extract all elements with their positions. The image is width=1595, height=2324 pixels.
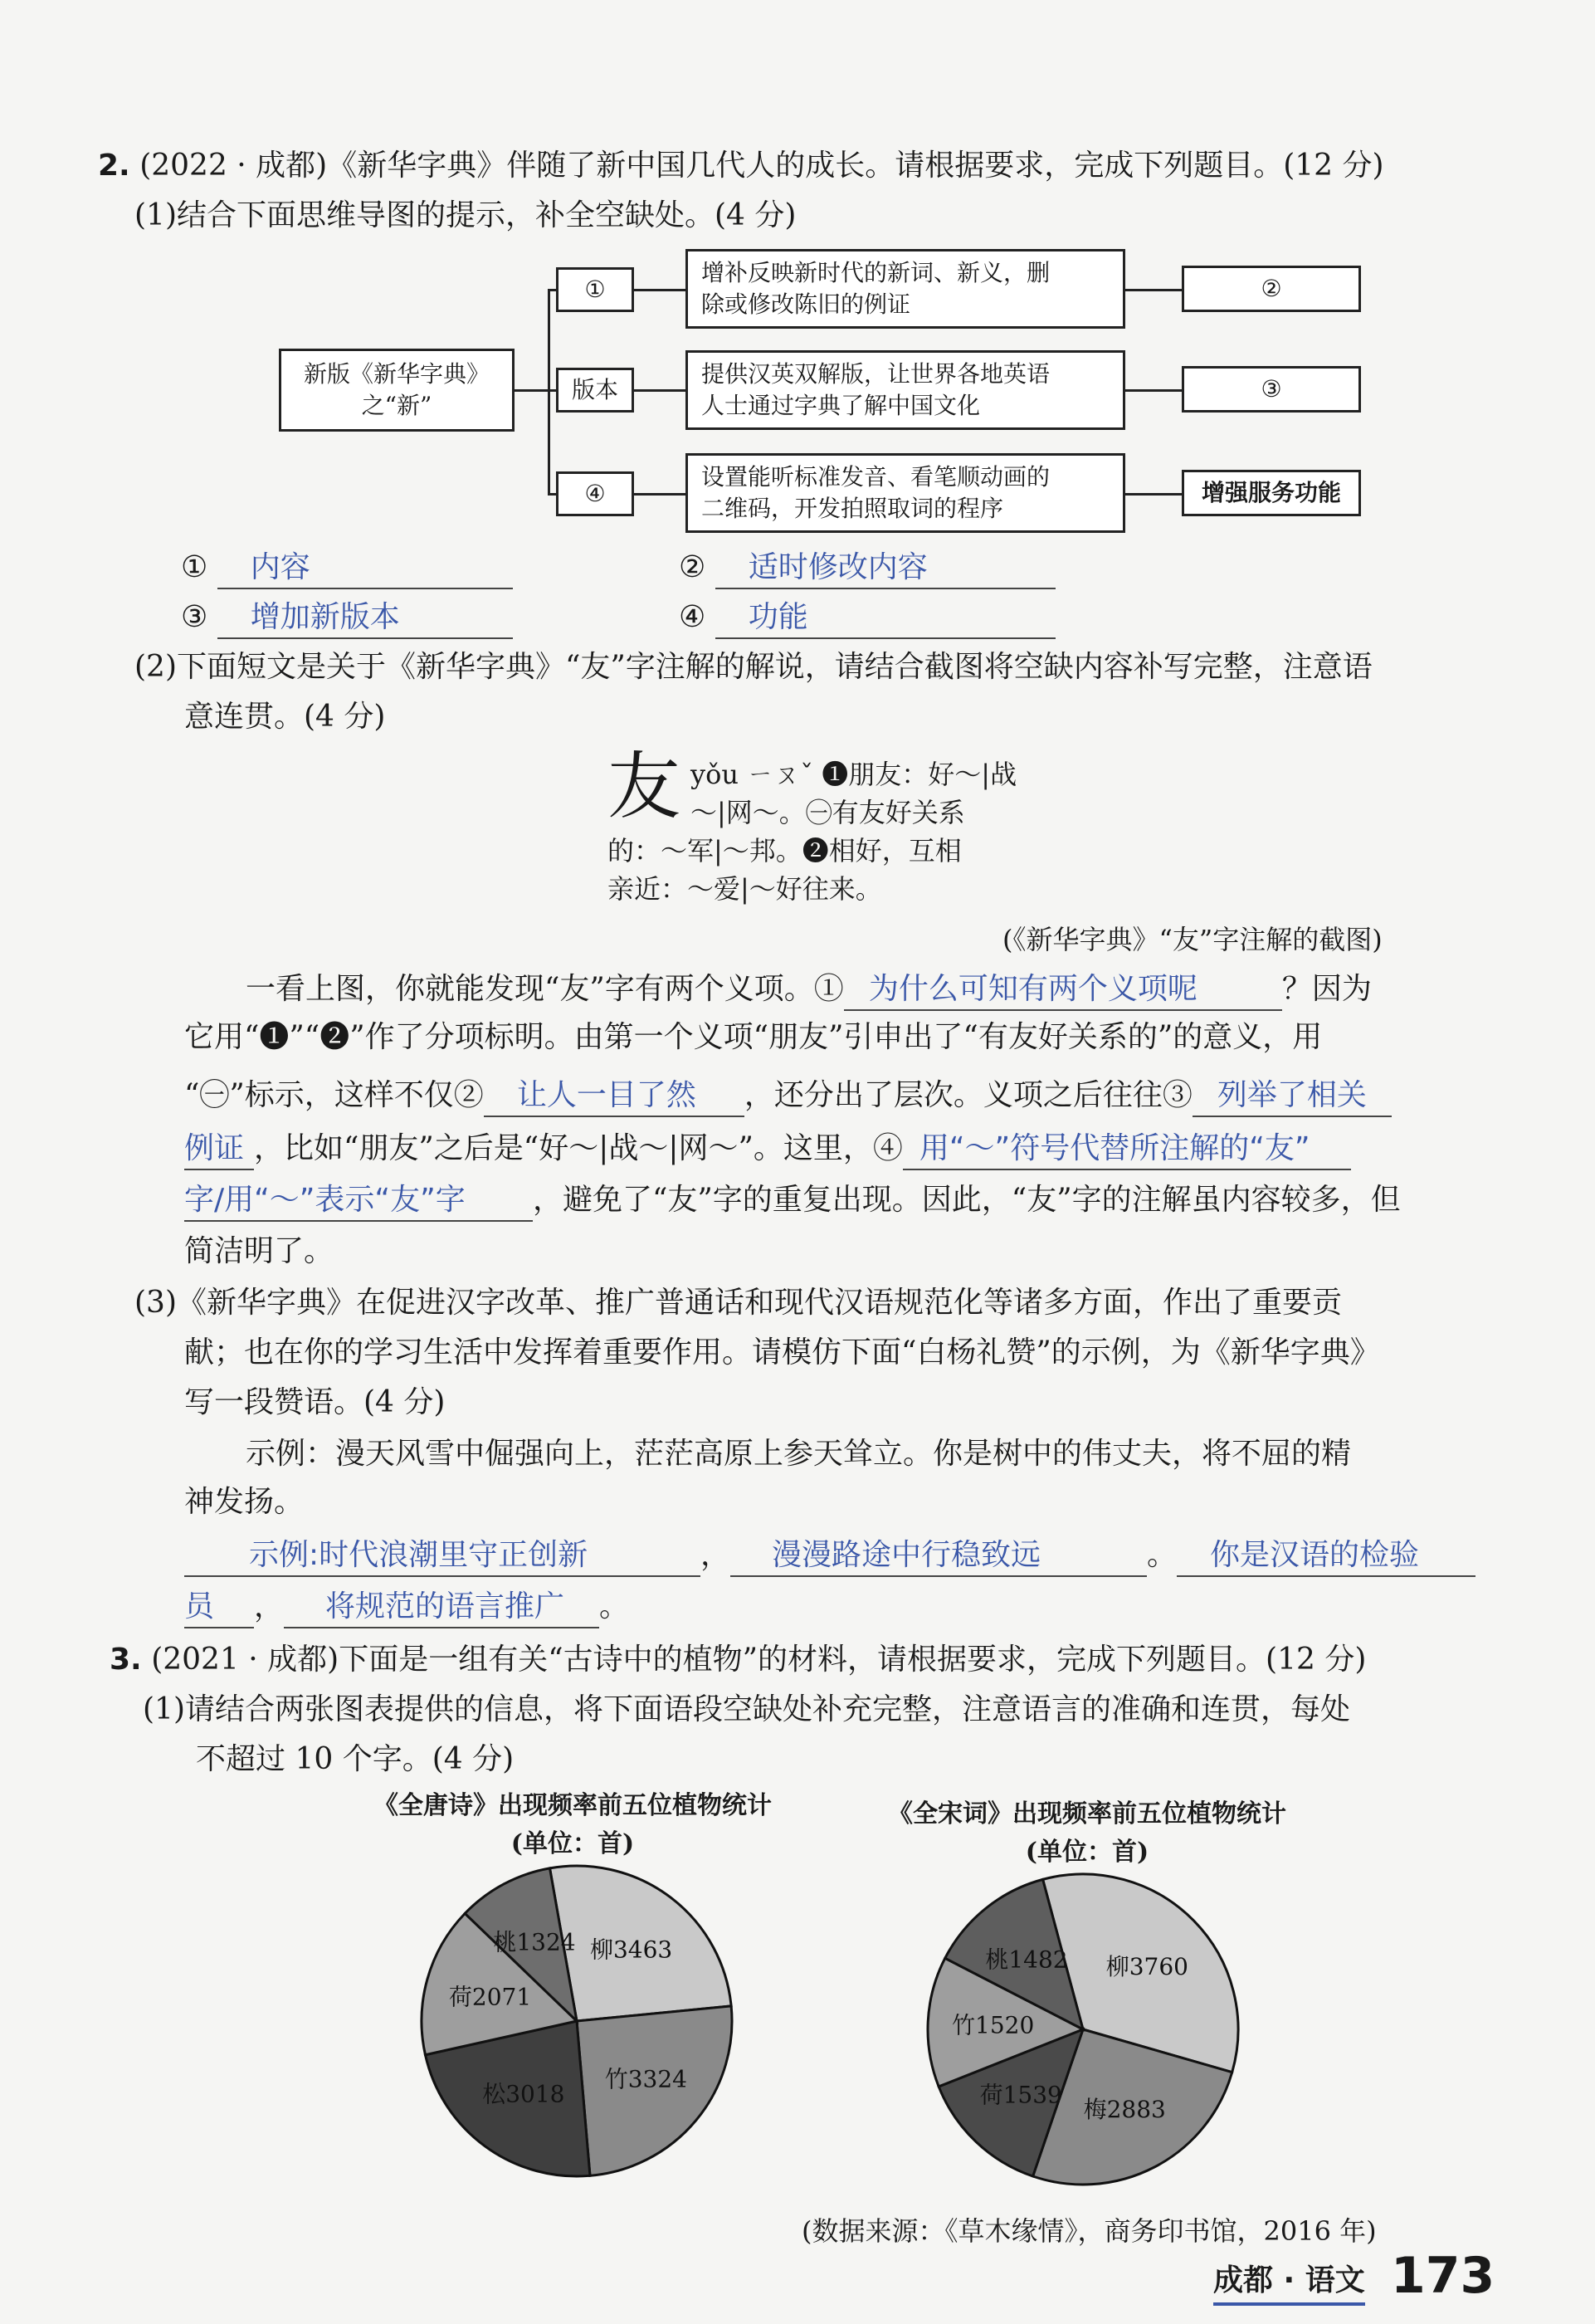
mindmap-right-2: ② [1182,266,1361,312]
mindmap-slot-banben: 版本 [556,368,634,413]
q2-header-text: (2022 · 成都)《新华字典》伴随了新中国几代人的成长。请根据要求，完成下列题目。(12 分) [139,149,1384,183]
answer-3-mark: ③ [181,600,208,634]
dict-char: 友 [607,744,681,829]
pie-label-荷: 荷2071 [448,1983,532,2011]
passage-line-2: 它用“❶”“❷”作了分项标明。由第一个义项“朋友”引申出了“有友好关系的”的意义，用 [184,1020,1323,1054]
pie-chart-tang [415,1859,739,2183]
pie-label-荷: 荷1539 [979,2081,1062,2109]
q2-p2-prompt-2: 意连贯。(4 分) [184,700,386,734]
page-number: 173 [1391,2247,1495,2305]
mindmap-desc-2-line1: 提供汉英双解版，让世界各地英语 [701,360,1051,388]
mindmap-desc-2-line2: 人士通过字典了解中国文化 [701,392,981,419]
q2-p2-prompt-1: (2)下面短文是关于《新华字典》“友”字注解的解说，请结合截图将空缺内容补写完整，注意语 [134,650,1373,684]
mindmap-right-service: 增强服务功能 [1182,470,1361,516]
pie-label-柳: 柳3760 [1105,1952,1189,1980]
mindmap-root [279,349,515,432]
mindmap-desc-1-line2: 除或修改陈旧的例证 [701,290,911,318]
mindmap-desc-3 [685,453,1125,533]
mindmap-root-line2: 之“新” [361,392,432,419]
answer-4-text: 功能 [715,598,1056,639]
pie-label-柳: 柳3463 [589,1936,673,1964]
answer-1-text: 内容 [217,548,513,589]
pie-label-松: 松3018 [482,2080,565,2108]
q3-header-text: (2021 · 成都)下面是一组有关“古诗中的植物”的材料，请根据要求，完成下列题目。(12 分) [151,1643,1367,1677]
mindmap-root-line1: 新版《新华字典》 [303,360,490,388]
answer-2-text: 适时修改内容 [715,548,1056,589]
praise-answer-3b: 员 [184,1587,254,1628]
passage-line-4 [184,1129,1351,1170]
answer-1-mark: ① [181,550,208,584]
q3-prompt-2: 不超过 10 个字。(4 分) [196,1742,515,1776]
mindmap-desc-3-line2: 二维码，开发拍照取词的程序 [701,495,1004,522]
answer-1 [181,548,513,589]
passage-5a: ，避免了“友”字的重复出现。因此，“友”字的注解虽内容较多，但 [533,1183,1401,1217]
pie2-subtitle: (单位：首) [1025,1838,1149,1867]
q2-p3-example-2: 神发扬。 [184,1485,305,1519]
answer-3-text: 增加新版本 [217,598,513,639]
pie-label-桃: 桃1482 [985,1946,1068,1974]
passage-1a: 一看上图，你就能发现“友”字有两个义项。① [246,972,844,1006]
passage-line-6: 简洁明了。 [184,1234,334,1268]
passage-line-1 [246,969,1372,1011]
mindmap-desc-2 [685,350,1125,430]
passage-line-5 [184,1180,1401,1222]
dict-line-2: ～|网～。㊀有友好关系 [690,797,965,828]
q2-p3-prompt-2: 献；也在你的学习生活中发挥着重要作用。请模仿下面“白杨礼赞”的示例，为《新华字典》 [184,1335,1380,1370]
passage-3b: ，还分出了层次。义项之后往往③ [744,1078,1193,1112]
q2-p1-prompt: (1)结合下面思维导图的提示，补全空缺处。(4 分) [134,198,797,232]
mindmap-desc-1-line1: 增补反映新时代的新词、新义，删 [701,259,1051,286]
pie2-title: 《全宋词》出现频率前五位植物统计 [888,1799,1286,1828]
praise-sep-1: ， [700,1538,731,1572]
mindmap-slot-4: ④ [556,471,634,516]
footer-brand: 成都 · 语文 [1213,2259,1365,2306]
mindmap-desc-3-line1: 设置能听标准发音、看笔顺动画的 [701,463,1051,491]
answer-4 [679,598,1056,639]
pie-label-竹: 竹3324 [604,2065,687,2093]
mindmap-desc-1 [685,249,1125,329]
q2-header [98,146,1384,186]
answer-2 [679,548,1056,589]
passage-3a: “㊀”标示，这样不仅② [184,1078,484,1112]
mindmap-slot-1: ① [556,267,634,312]
q2-p3-prompt-1: (3)《新华字典》在促进汉字改革、推广普通话和现代汉语规范化等诸多方面，作出了重要贡 [134,1286,1342,1320]
passage-answer-1: 为什么可知有两个义项呢 [844,969,1282,1011]
q3-prompt-1: (1)请结合两张图表提供的信息，将下面语段空缺处补充完整，注意语言的准确和连贯，每处 [143,1692,1350,1726]
pie-label-桃: 桃1324 [493,1928,576,1956]
q3-number: 3. [110,1643,142,1677]
praise-sep-2: 。 [1147,1538,1178,1572]
praise-answer-3a: 你是汉语的检验 [1177,1536,1475,1577]
passage-answer-3a: 列举了相关 [1193,1076,1392,1117]
passage-answer-3b: 例证 [184,1129,254,1170]
passage-answer-4b: 字/用“～”表示“友”字 [184,1180,533,1222]
praise-end: 。 [599,1589,630,1623]
q2-p3-prompt-3: 写一段赞语。(4 分) [184,1385,446,1419]
passage-4a: ，比如“朋友”之后是“好～|战～|网～”。这里，④ [254,1131,903,1165]
answer-2-mark: ② [679,550,706,584]
dict-caption: (《新华字典》“友”字注解的截图) [1002,924,1383,955]
passage-1b: ？因为 [1281,972,1372,1006]
pie-label-梅: 梅2883 [1083,2096,1166,2124]
q2-p3-answer-line-2 [184,1587,629,1628]
passage-line-3 [184,1076,1392,1117]
q2-p3-example-1: 示例：漫天风雪中倔强向上，茫茫高原上参天耸立。你是树中的伟丈夫，将不屈的精 [246,1437,1352,1471]
pie-chart-song [921,1868,1245,2191]
chart-source: (数据来源：《草木缘情》，商务印书馆，2016 年) [802,2215,1377,2247]
dict-line-1: yǒu ㄧㄡˇ ❶朋友：好～|战 [690,759,1017,790]
passage-answer-4a: 用“～”符号代替所注解的“友” [903,1129,1351,1170]
q2-number: 2. [98,149,130,183]
praise-sep-3: ， [254,1589,285,1623]
pie1-title: 《全唐诗》出现频率前五位植物统计 [373,1791,772,1820]
praise-answer-4: 将规范的语言推广 [284,1587,599,1628]
dict-line-4: 亲近：～爱|～好往来。 [607,873,882,905]
pie1-subtitle: (单位：首) [510,1829,635,1858]
answer-4-mark: ④ [679,600,706,634]
passage-answer-2: 让人一目了然 [484,1076,744,1117]
q3-header [110,1640,1366,1680]
praise-answer-1: 示例:时代浪潮里守正创新 [184,1536,700,1577]
dict-line-3: 的：～军|～邦。❷相好，互相 [607,835,962,867]
answer-3 [181,598,513,639]
pie-label-竹: 竹1520 [952,2011,1035,2039]
praise-answer-2: 漫漫路途中行稳致远 [730,1536,1147,1577]
mindmap-right-3: ③ [1182,366,1361,413]
q2-p3-answer-line-1 [184,1536,1475,1577]
